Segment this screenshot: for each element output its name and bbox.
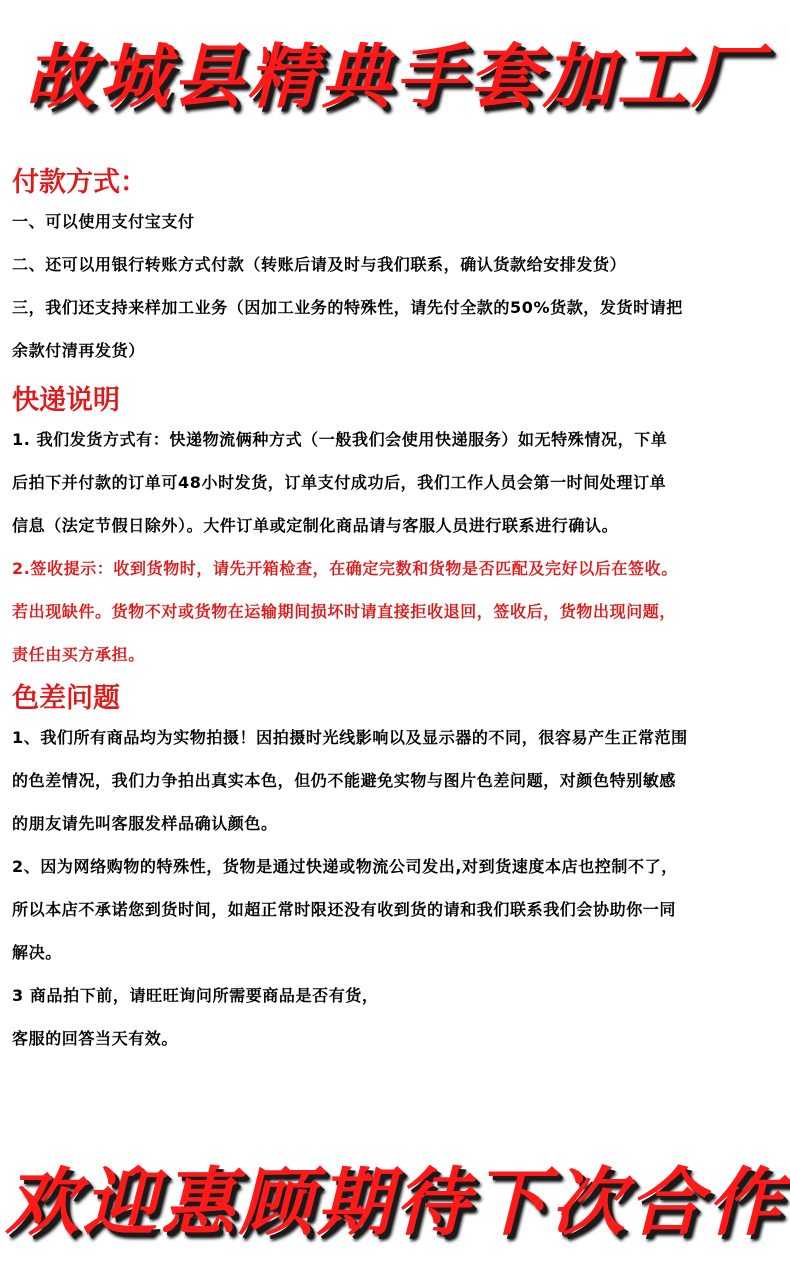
payment-heading: 付款方式： [12,167,147,198]
info-content [12,166,784,1060]
receipt-notice-line: 若出现缺件。货物不对或货物在运输期间损坏时请直接拒收退回，签收后，货物出现问题， [12,602,677,621]
color-difference-heading: 色差问题 [12,683,120,714]
color-difference-line: 1、我们所有商品均为实物拍摄！因拍摄时光线影响以及显示器的不同，很容易产生正常范围 [12,728,688,747]
color-difference-line: 解决。 [12,943,62,962]
color-difference-line: 的色差情况，我们力争拍出真实本色，但仍不能避免实物与图片色差问题，对颜色特别敏感 [12,771,677,790]
payment-line: 一、可以使用支付宝支付 [12,212,195,231]
color-difference-line: 3 商品拍下前，请旺旺询问所需要商品是否有货， [12,986,379,1005]
receipt-notice-line: 2.签收提示：收到货物时，请先开箱检查，在确定完数和货物是否匹配及完好以后在签收。 [12,559,678,578]
payment-line: 三，我们还支持来样加工业务（因加工业务的特殊性，请先付全款的50%货款，发货时请把 [12,298,683,317]
color-difference-line: 的朋友请先叫客服发样品确认颜色。 [12,814,278,833]
shipping-line: 信息（法定节假日除外）。大件订单或定制化商品请与客服人员进行联系进行确认。 [12,516,619,535]
welcome-banner: 欢迎惠顾期待下次合作 [5,1160,785,1246]
shop-title-banner: 故城县精典手套加工厂 [25,36,765,118]
payment-line: 二、还可以用银行转账方式付款（转账后请及时与我们联系，确认货款给安排发货） [12,255,627,274]
shipping-line: 后拍下并付款的订单可48小时发货，订单支付成功后，我们工作人员会第一时间处理订单 [12,473,667,492]
color-difference-line: 2、因为网络购物的特殊性，货物是通过快递或物流公司发出,对到货速度本店也控制不了， [12,857,678,876]
shipping-line: 1. 我们发货方式有：快递物流俩种方式（一般我们会使用快递服务）如无特殊情况，下单 [12,430,668,449]
color-difference-line: 所以本店不承诺您到货时间，如超正常时限还没有收到货的请和我们联系我们会协助你一同 [12,900,677,919]
payment-line: 余款付清再发货） [12,341,145,360]
color-difference-line: 客服的回答当天有效。 [12,1029,179,1048]
receipt-notice-line: 责任由买方承担。 [12,645,145,664]
shipping-heading: 快递说明 [12,385,120,416]
